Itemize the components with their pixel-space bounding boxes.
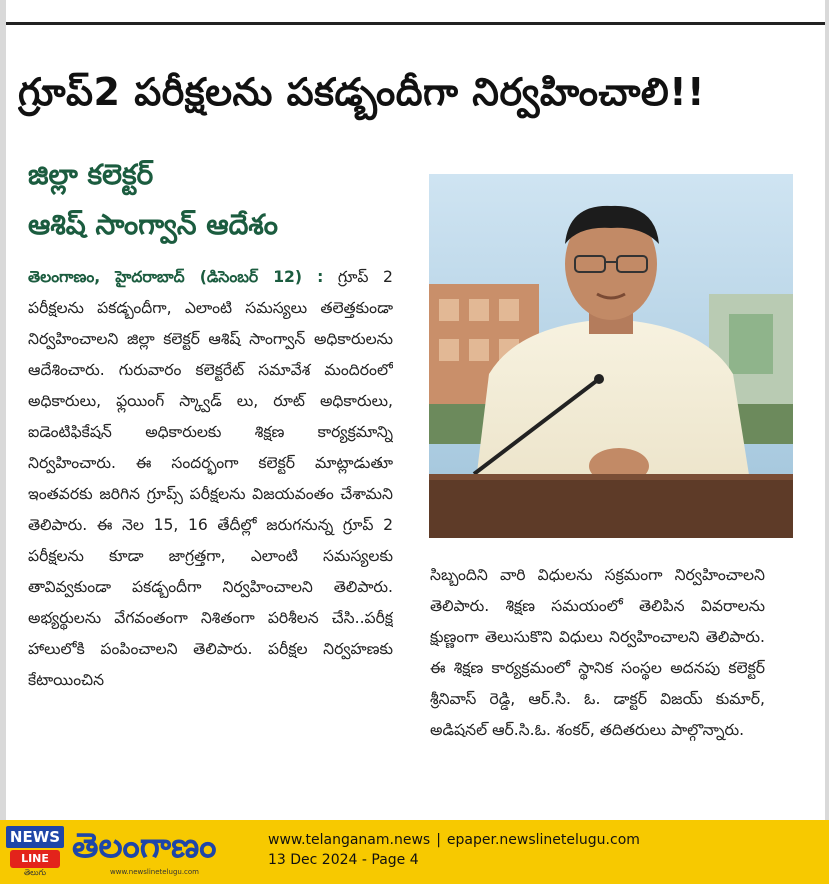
- top-rule: [6, 22, 825, 25]
- collector-photo: [429, 174, 793, 538]
- logo-telugu-text: తెలుగు: [23, 868, 47, 877]
- subheading-line1: జిల్లా కలెక్టర్: [28, 158, 154, 191]
- newsline-logo: [6, 826, 64, 878]
- footer-urls: [268, 832, 640, 848]
- article-body-right-column: [430, 560, 765, 810]
- edition-date-page: 13 Dec 2024 - Page 4: [268, 852, 419, 868]
- page-edge-left: [0, 0, 6, 820]
- epaper-url-link[interactable]: epaper.newslinetelugu.com: [446, 832, 640, 848]
- body-text-left: గ్రూప్ 2 పరీక్షలను పకడ్బందీగా, ఎలాంటి సమస్యలు తలెత్తకుండా నిర్వహించాలని జిల్లా కలెక్టర్ ఆశిష్ సాంగ్వాన్ అధికారులను ఆదేశించారు. గురువారం కలెక్టరేట్ సమావేశ మందిరంలో అధికారులు, ఫ్లయింగ్ స్క్వాడ్ లు, రూట్ అధికారులు, ఐడెంటిఫికేషన్ అధికారులకు శిక్షణ కార్యక్రమాన్ని నిర్వహించారు. ఈ సందర్భంగా కలెక్టర్ మాట్లాడుతూ ఇంతవరకు జరిగిన గ్రూప్స్ పరీక్షలను విజయవంతం చేశామని తెలిపారు. ఈ నెల 15, 16 తేదీల్లో జరుగనున్న గ్రూప్ 2 పరీక్షలను కూడా జాగ్రత్తగా, ఎలాంటి సమస్యలకు తావివ్వకుండా పకడ్బందీగా నిర్వహించాలని తెలిపారు. అభ్యర్థులను వేగవంతంగా నిశితంగా పరిశీలన చేసి..పరీక్ష హాలులోకి పంపించాలని తెలిపారు. పరీక్షల నిర్వహణకు కేటాయించిన: [28, 268, 393, 689]
- site-url-link[interactable]: www.telanganam.news: [268, 832, 431, 848]
- article-headline: గ్రూప్2 పరీక్షలను పకడ్బందీగా నిర్వహించాలి!!: [18, 70, 705, 114]
- article-body-left-column: [28, 262, 393, 792]
- subheading-line2: ఆశిష్ సాంగ్వాన్ ఆదేశం: [28, 208, 278, 241]
- brand-title: తెలంగాణం: [72, 826, 217, 866]
- body-text-right: సిబ్బందిని వారి విధులను సక్రమంగా నిర్వహించాలని తెలిపారు. శిక్షణ సమయంలో తెలిపిన వివరాలను క్షుణ్ణంగా తెలుసుకొని విధులు నిర్వహించాలని తెలిపారు. ఈ శిక్షణ కార్యక్రమంలో స్థానిక సంస్థల అదనపు కలెక్టర్ శ్రీనివాస్ రెడ్డి, ఆర్.సి. ఓ. డాక్టర్ విజయ్ కుమార్, అడిషనల్ ఆర్.సి.ఓ. శంకర్, తదితరులు పాల్గొన్నారు.: [430, 566, 765, 739]
- footer-bar: [0, 820, 829, 884]
- logo-news-text: NEWS: [6, 826, 64, 848]
- brand-url: www.newslinetelugu.com: [110, 868, 199, 876]
- logo-line-text: LINE: [10, 850, 60, 868]
- page-edge-right: [825, 0, 829, 820]
- url-separator: |: [436, 832, 441, 848]
- dateline: తెలంగాణం, హైదరాబాద్ (డిసెంబర్ 12) :: [28, 268, 324, 286]
